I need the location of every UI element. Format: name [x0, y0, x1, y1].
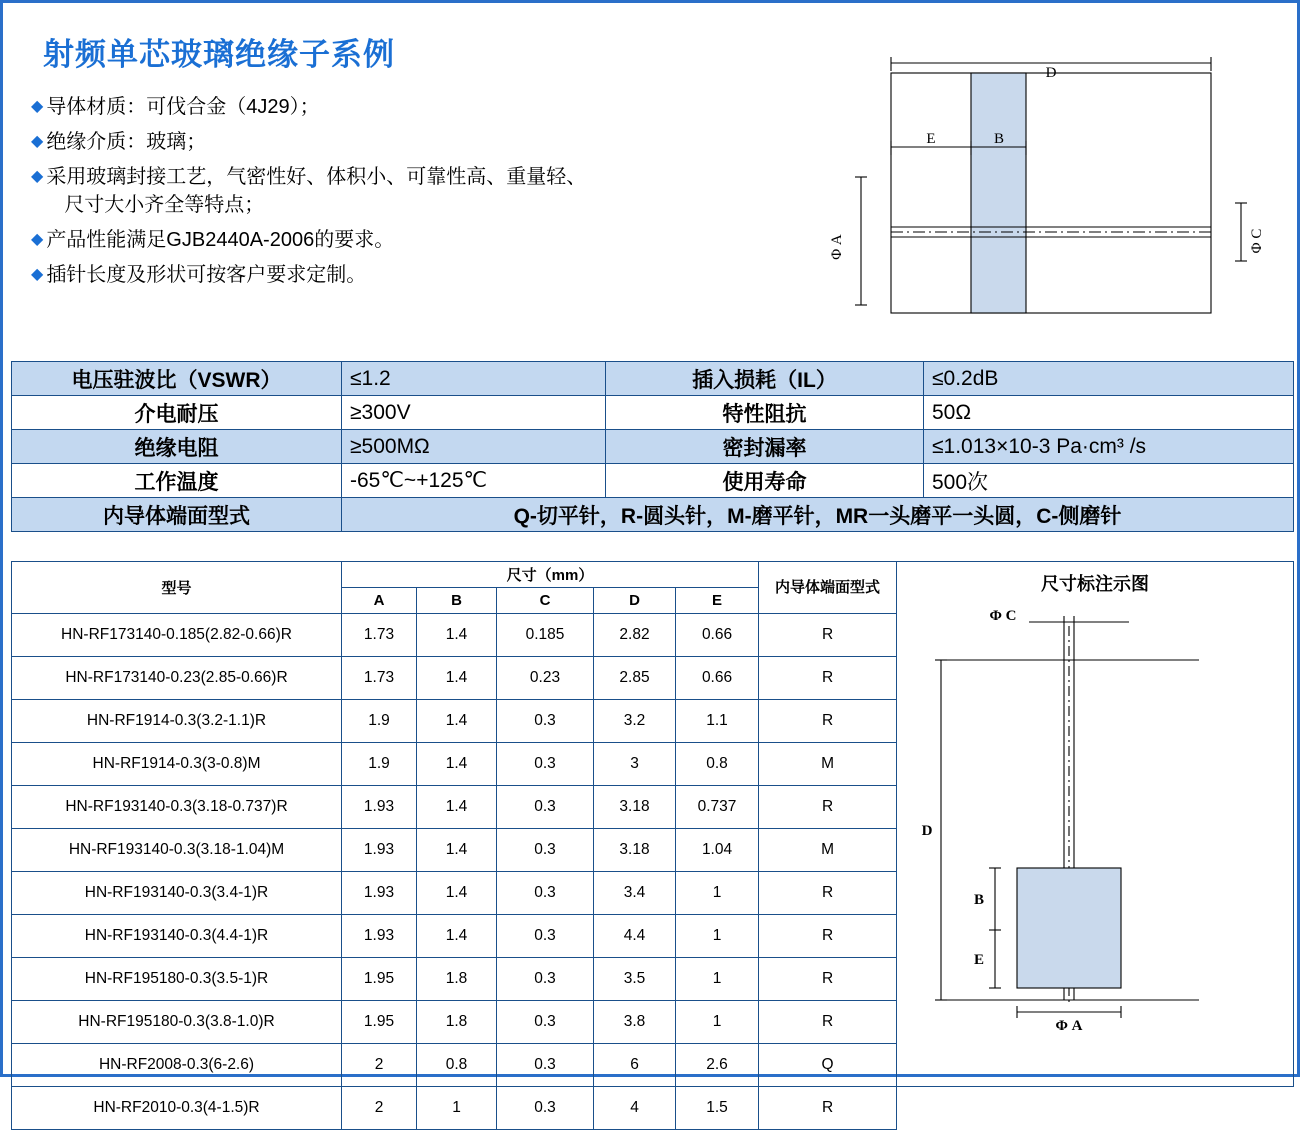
cell-model: HN-RF193140-0.3(4.4-1)R: [12, 915, 342, 958]
col-header-B: B: [417, 588, 497, 614]
cell-D: 2.82: [594, 614, 676, 657]
label-phi-A: Φ A: [829, 234, 845, 260]
cell-E: 1: [676, 958, 759, 1001]
cell-D: 3.18: [594, 786, 676, 829]
cell-A: 1.93: [342, 829, 417, 872]
cell-E: 1: [676, 1001, 759, 1044]
label-phi-C: Φ C: [1249, 228, 1265, 254]
label-D: D: [921, 823, 933, 839]
col-header-dimensions: 尺寸（mm）: [342, 562, 759, 588]
spec-label: 工作温度: [12, 464, 342, 498]
cell-type: R: [759, 700, 897, 743]
list-item-label: 采用玻璃封接工艺，气密性好、体积小、可靠性高、重量轻、: [46, 166, 587, 188]
cell-E: 0.737: [676, 786, 759, 829]
diamond-bullet-icon: ◆: [31, 133, 44, 150]
cell-B: 1.4: [417, 657, 497, 700]
cell-model: HN-RF193140-0.3(3.4-1)R: [12, 872, 342, 915]
cell-C: 0.3: [497, 829, 594, 872]
cell-type: R: [759, 657, 897, 700]
cell-C: 0.3: [497, 915, 594, 958]
cell-C: 0.23: [497, 657, 594, 700]
cell-C: 0.3: [497, 743, 594, 786]
spec-value: -65℃~+125℃: [342, 464, 606, 498]
cell-C: 0.3: [497, 700, 594, 743]
cell-type: R: [759, 1087, 897, 1130]
list-item-label: 导体材质：可伐合金（4J29）；: [46, 96, 320, 118]
list-item: [31, 261, 831, 289]
spec-label: 绝缘电阻: [12, 430, 342, 464]
cell-model: HN-RF173140-0.185(2.82-0.66)R: [12, 614, 342, 657]
col-header-end-type: 内导体端面型式: [759, 562, 897, 614]
cell-D: 3.8: [594, 1001, 676, 1044]
table-row: [12, 464, 1294, 498]
label-B: B: [974, 892, 985, 908]
spec-label: 介电耐压: [12, 396, 342, 430]
spec-value: ≤1.013×10-3 Pa·cm³ /s: [924, 430, 1294, 464]
cell-B: 0.8: [417, 1044, 497, 1087]
cell-E: 0.8: [676, 743, 759, 786]
col-header-D: D: [594, 588, 676, 614]
cell-D: 3.4: [594, 872, 676, 915]
spec-label: 内导体端面型式: [12, 498, 342, 532]
col-header-C: C: [497, 588, 594, 614]
list-item: [31, 128, 831, 156]
spec-label: 使用寿命: [606, 464, 924, 498]
cell-C: 0.3: [497, 1087, 594, 1130]
cell-model: HN-RF195180-0.3(3.5-1)R: [12, 958, 342, 1001]
cell-model: HN-RF2010-0.3(4-1.5)R: [12, 1087, 342, 1130]
cell-D: 3.2: [594, 700, 676, 743]
spec-label: 特性阻抗: [606, 396, 924, 430]
cell-A: 1.93: [342, 786, 417, 829]
label-D: D: [1045, 65, 1057, 81]
cell-A: 1.95: [342, 958, 417, 1001]
spec-value: 500次: [924, 464, 1294, 498]
cell-D: 3.18: [594, 829, 676, 872]
cell-B: 1.4: [417, 872, 497, 915]
cell-B: 1.8: [417, 1001, 497, 1044]
cell-E: 1.5: [676, 1087, 759, 1130]
dimension-drawing-cell: [897, 562, 1294, 1087]
col-header-E: E: [676, 588, 759, 614]
table-row: [12, 430, 1294, 464]
cell-E: 1: [676, 915, 759, 958]
spec-value: ≤0.2dB: [924, 362, 1294, 396]
cell-model: HN-RF195180-0.3(3.8-1.0)R: [12, 1001, 342, 1044]
top-dimension-drawing: [823, 55, 1278, 345]
spec-label: 插入损耗（IL）: [606, 362, 924, 396]
cell-type: M: [759, 829, 897, 872]
list-item-label-continued: 尺寸大小齐全等特点；: [64, 194, 265, 216]
cell-C: 0.185: [497, 614, 594, 657]
table-row: [12, 498, 1294, 532]
col-header-A: A: [342, 588, 417, 614]
spec-value: ≥500MΩ: [342, 430, 606, 464]
cell-A: 1.73: [342, 614, 417, 657]
cell-D: 3.5: [594, 958, 676, 1001]
cell-A: 2: [342, 1087, 417, 1130]
table-header-row: [12, 562, 1294, 588]
cell-type: R: [759, 614, 897, 657]
cell-D: 4.4: [594, 915, 676, 958]
diamond-bullet-icon: ◆: [31, 231, 44, 248]
label-E: E: [926, 131, 936, 147]
cell-B: 1.4: [417, 700, 497, 743]
cell-D: 6: [594, 1044, 676, 1087]
cell-E: 0.66: [676, 657, 759, 700]
list-item: [31, 163, 831, 219]
cell-C: 0.3: [497, 1044, 594, 1087]
feature-list: [31, 93, 831, 296]
cell-B: 1: [417, 1087, 497, 1130]
cell-model: HN-RF193140-0.3(3.18-0.737)R: [12, 786, 342, 829]
cell-A: 1.73: [342, 657, 417, 700]
cell-B: 1.8: [417, 958, 497, 1001]
page-title: 射频单芯玻璃绝缘子系例: [43, 37, 395, 72]
cell-E: 1: [676, 872, 759, 915]
label-B: B: [993, 131, 1005, 147]
cell-type: M: [759, 743, 897, 786]
cell-model: HN-RF1914-0.3(3.2-1.1)R: [12, 700, 342, 743]
cell-type: R: [759, 872, 897, 915]
cell-E: 0.66: [676, 614, 759, 657]
cell-E: 1.1: [676, 700, 759, 743]
cell-type: R: [759, 915, 897, 958]
cell-D: 3: [594, 743, 676, 786]
model-table: [11, 561, 1294, 1130]
table-row: [12, 1087, 1294, 1130]
cell-A: 1.93: [342, 915, 417, 958]
cell-type: Q: [759, 1044, 897, 1087]
spec-label: 密封漏率: [606, 430, 924, 464]
diamond-bullet-icon: ◆: [31, 266, 44, 283]
list-item-label: 产品性能满足GJB2440A-2006的要求。: [46, 229, 395, 251]
list-item: [31, 93, 831, 121]
list-item: [31, 226, 831, 254]
cell-E: 2.6: [676, 1044, 759, 1087]
cell-C: 0.3: [497, 786, 594, 829]
cell-D: 4: [594, 1087, 676, 1130]
cell-B: 1.4: [417, 786, 497, 829]
spec-label: 电压驻波比（VSWR）: [12, 362, 342, 396]
cell-C: 0.3: [497, 872, 594, 915]
spec-value: 50Ω: [924, 396, 1294, 430]
cell-type: R: [759, 958, 897, 1001]
drawing-title: 尺寸标注示图: [1041, 574, 1150, 594]
cell-B: 1.4: [417, 743, 497, 786]
cell-C: 0.3: [497, 1001, 594, 1044]
cell-model: HN-RF193140-0.3(3.18-1.04)M: [12, 829, 342, 872]
cell-A: 1.9: [342, 743, 417, 786]
table-row: [12, 396, 1294, 430]
cell-A: 1.9: [342, 700, 417, 743]
cell-A: 2: [342, 1044, 417, 1087]
list-item-label: 插针长度及形状可按客户要求定制。: [46, 264, 367, 286]
cell-model: HN-RF1914-0.3(3-0.8)M: [12, 743, 342, 786]
label-E: E: [974, 952, 985, 968]
spec-value: ≥300V: [342, 396, 606, 430]
label-phi-A: Φ A: [1055, 1018, 1083, 1034]
cell-B: 1.4: [417, 829, 497, 872]
bottom-drawing-svg: [899, 600, 1294, 1034]
cell-D: 2.85: [594, 657, 676, 700]
spec-value: ≤1.2: [342, 362, 606, 396]
label-phi-C: Φ C: [989, 608, 1017, 624]
cell-A: 1.95: [342, 1001, 417, 1044]
cell-A: 1.93: [342, 872, 417, 915]
col-header-model: 型号: [12, 562, 342, 614]
cell-model: HN-RF173140-0.23(2.85-0.66)R: [12, 657, 342, 700]
cell-B: 1.4: [417, 915, 497, 958]
cell-B: 1.4: [417, 614, 497, 657]
cell-E: 1.04: [676, 829, 759, 872]
cell-type: R: [759, 1001, 897, 1044]
specification-table: [11, 361, 1294, 532]
cell-type: R: [759, 786, 897, 829]
diamond-bullet-icon: ◆: [31, 168, 44, 185]
diamond-bullet-icon: ◆: [31, 98, 44, 115]
top-drawing-svg: [823, 55, 1278, 345]
cell-C: 0.3: [497, 958, 594, 1001]
spec-value: Q-切平针，R-圆头针，M-磨平针，MR一头磨平一头圆，C-侧磨针: [342, 498, 1294, 532]
cell-model: HN-RF2008-0.3(6-2.6): [12, 1044, 342, 1087]
table-row: [12, 362, 1294, 396]
list-item-label: 绝缘介质：玻璃；: [46, 131, 207, 153]
